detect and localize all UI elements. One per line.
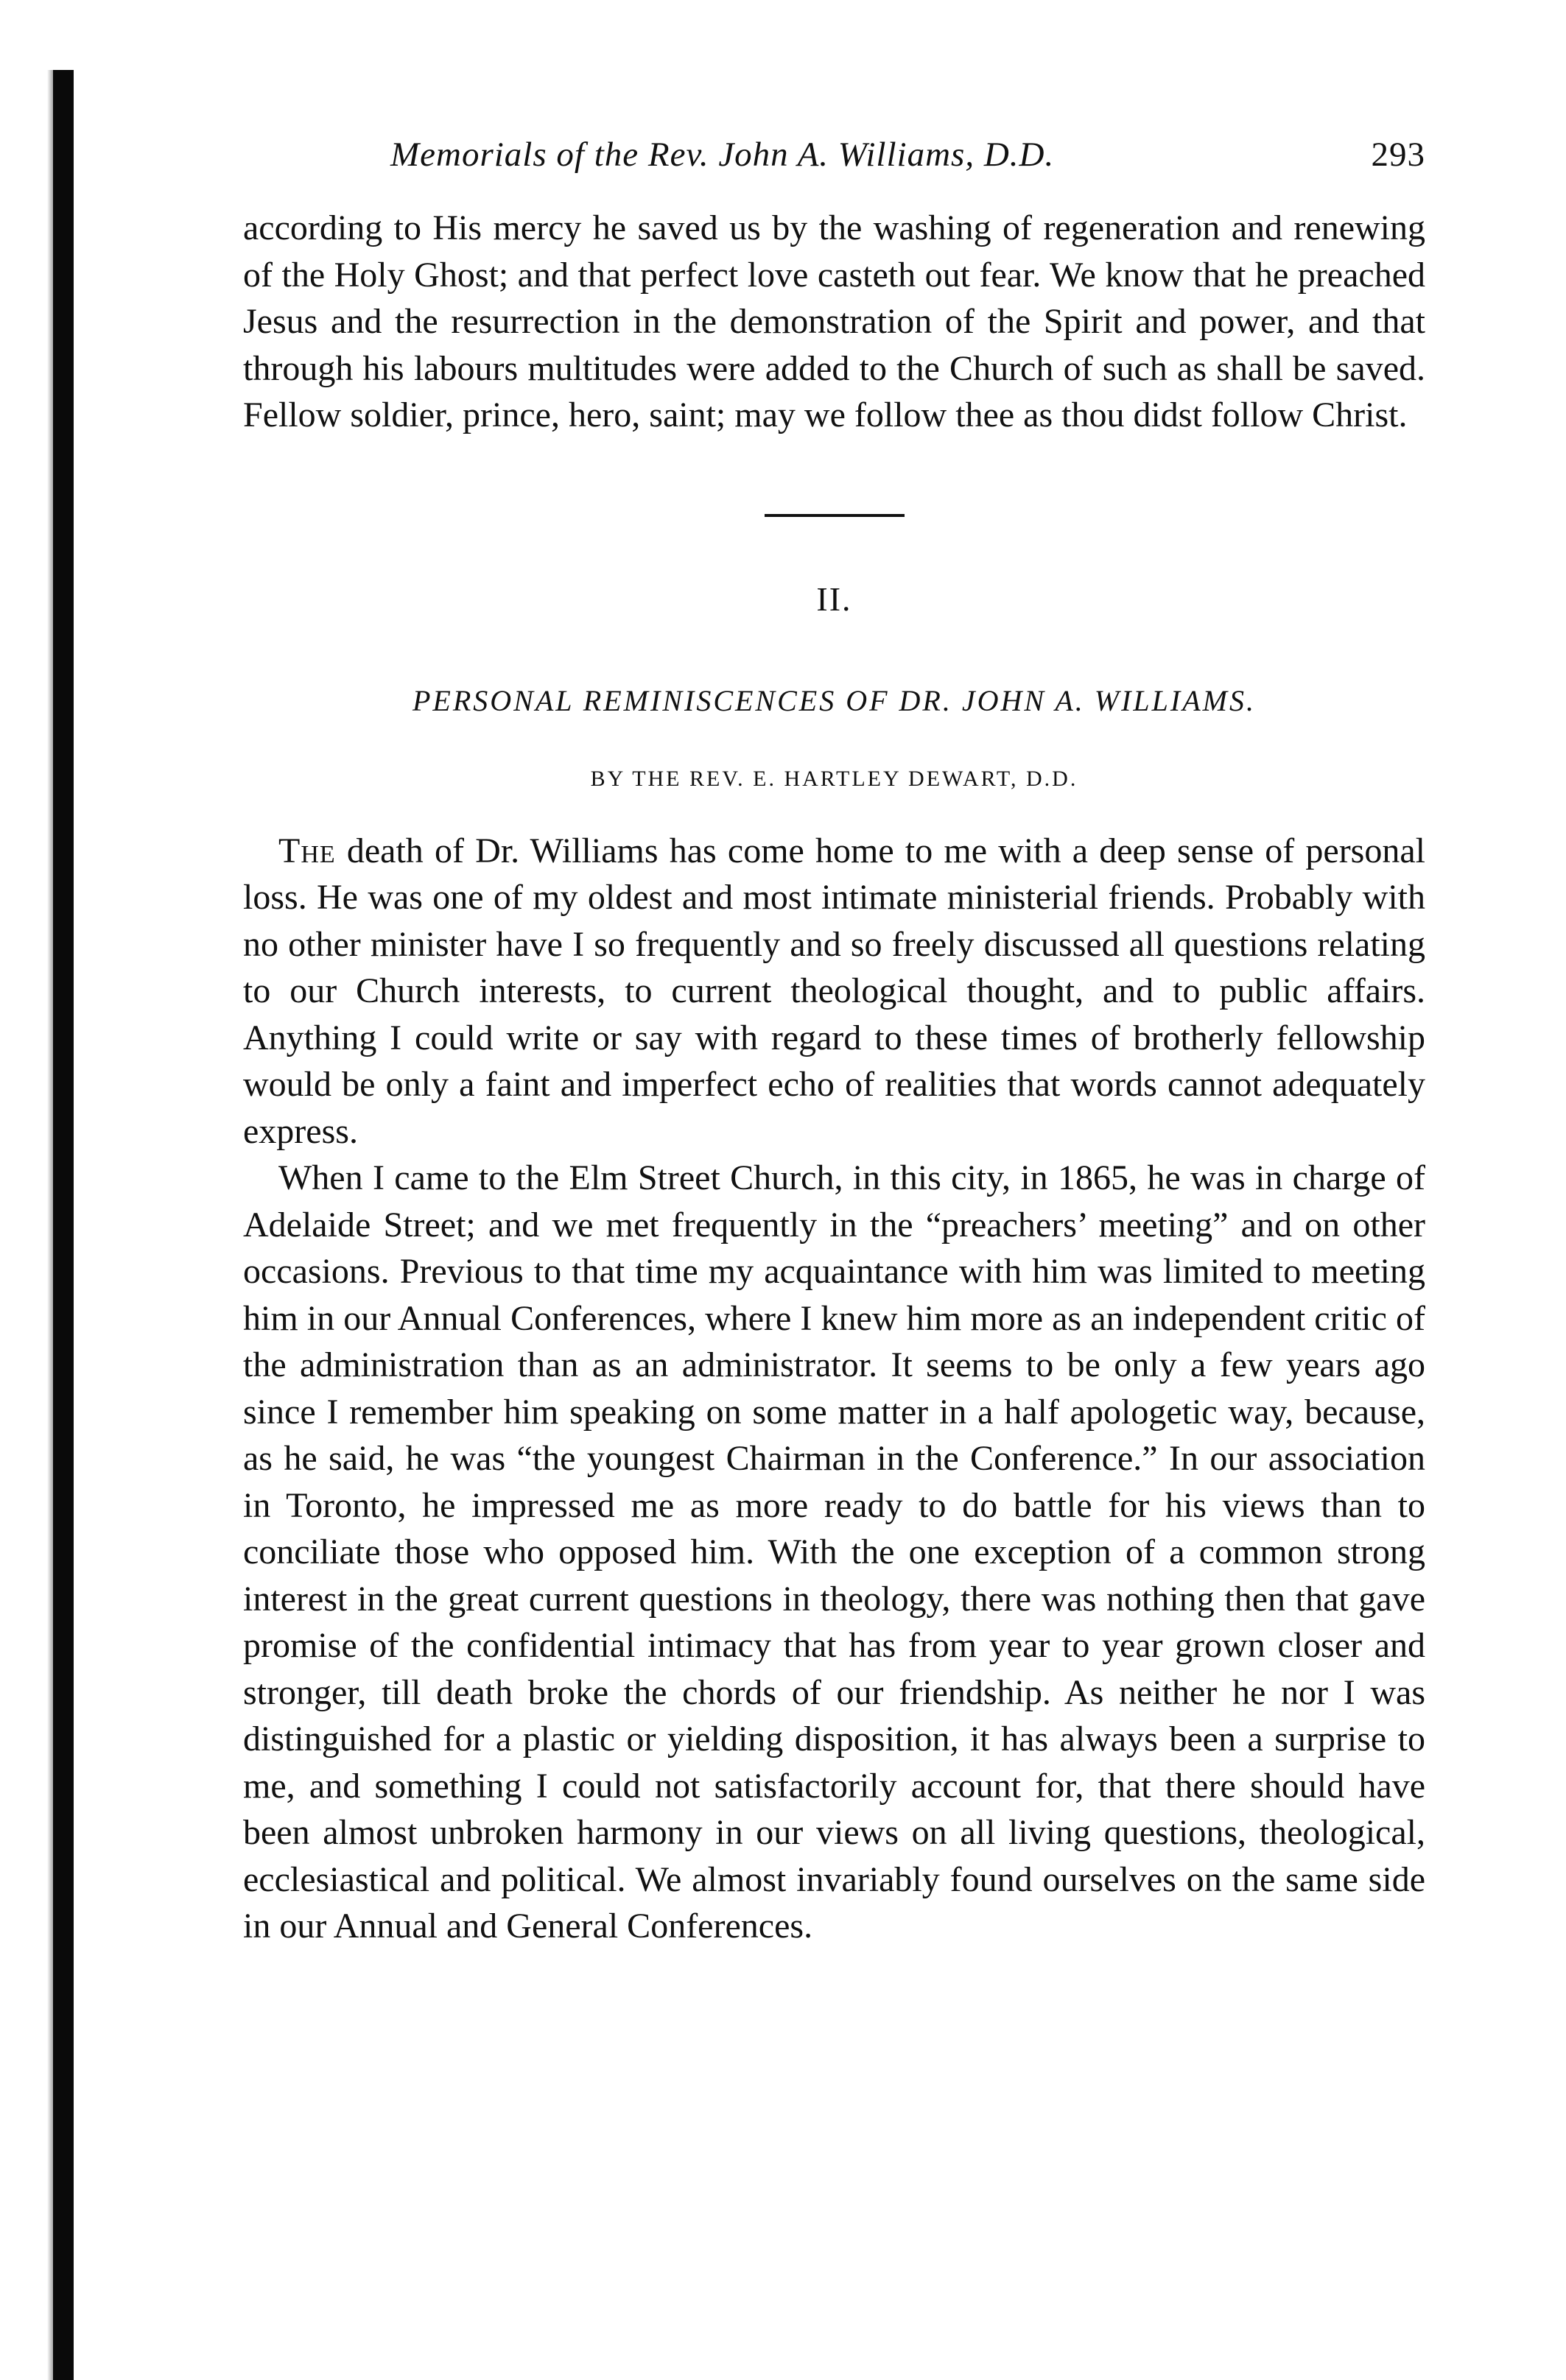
continuation-paragraph: according to His mercy he saved us by the washing of regeneration and renewing of the Holy Ghost; and that perfect love casteth out fear. We know that he preached Jesus and the resurrection in the demonstration of the Spirit and power, and that through his labours multitudes were added to the Church of such as shall be saved. Fellow soldier, prince, hero, saint; may we follow thee as thou didst follow Christ. [243, 208, 1425, 434]
article-paragraph-1 [243, 828, 1425, 1155]
lead-word: The [278, 831, 336, 870]
running-title: Memorials of the Rev. John A. Williams, D.D. [390, 135, 1055, 174]
paragraph-1-text: death of Dr. Williams has come home to me with a deep sense of personal loss. He was one of my oldest and most intimate ministerial friends. Probably with no other minister have I so frequently and so freely discussed all questions relating to our Church interests, to current theological thought, and to public affairs. Anything I could write or say with regard to these times of brotherly fellowship would be only a faint and imperfect echo of realities that words cannot adequately express. [243, 831, 1425, 1151]
article-paragraph-2: When I came to the Elm Street Church, in this city, in 1865, he was in charge of Adelaide Street; and we met frequently in the “preachers’ meeting” and on other occasions. Previous to that time my acquaintance with him was limited to meeting him in our Annual Conferences, where I knew him more as an independent critic of the administration than as an administrator. It seems to be only a few years ago since I remember him speaking on some matter in a half apologetic way, because, as he said, he was “the youngest Chairman in the Conference.” In our association in Toronto, he impressed me as more ready to do battle for his views than to conciliate those who opposed him. With the one exception of a common strong interest in the great current questions in theology, there was nothing then that gave promise of the confidential intimacy that has from year to year grown closer and stronger, till death broke the chords of our friendship. As neither he nor I was distinguished for a plastic or yielding disposition, it has always been a surprise to me, and something I could not satisfactorily account for, that there should have been almost unbroken harmony in our views on all living questions, theological, ecclesiastical and political. We almost invariably found ourselves on the same side in our Annual and General Conferences. [243, 1158, 1425, 1946]
section-number: II. [816, 580, 852, 618]
page-number: 293 [1371, 135, 1425, 174]
section-divider-rule [765, 514, 905, 517]
running-head [243, 125, 1425, 184]
article-byline: BY THE REV. E. HARTLEY DEWART, D.D. [590, 766, 1078, 791]
article-title: PERSONAL REMINISCENCES OF DR. JOHN A. WILLIAMS. [412, 683, 1256, 717]
book-page [243, 125, 1425, 1950]
book-binding-edge [53, 70, 74, 2380]
